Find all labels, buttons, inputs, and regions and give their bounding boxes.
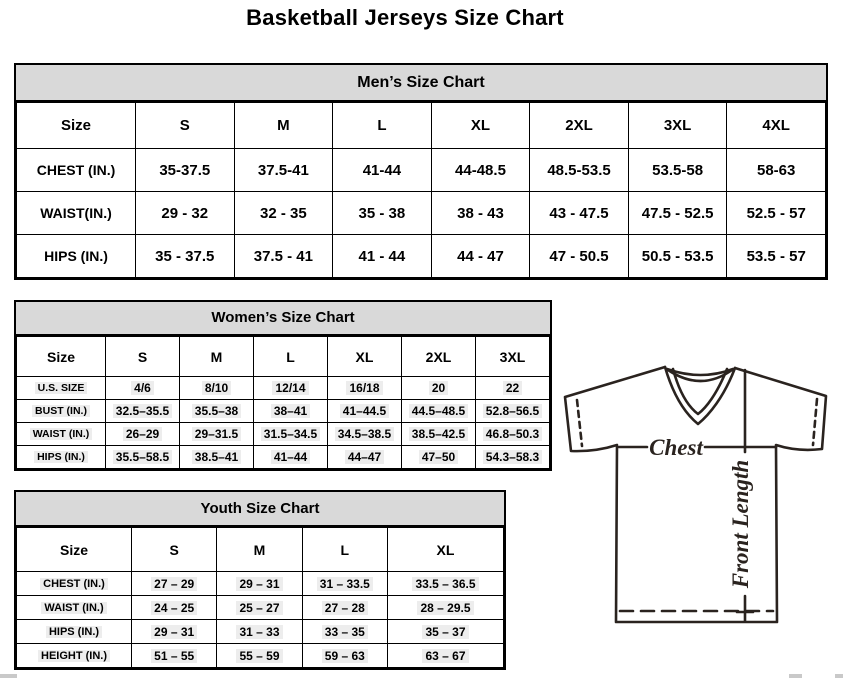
youth-size-chart [14,490,506,670]
size-value: 27 – 29 [132,572,217,596]
size-table [16,527,504,668]
size-value: 50.5 - 53.5 [628,235,727,278]
right-cuff-dashed-line [813,399,817,445]
table-row [17,192,826,235]
jersey-vneck-inner [673,369,727,414]
left-cuff-dashed-line [577,400,582,446]
size-value: 38 - 43 [431,192,530,235]
column-header: XL [328,337,402,377]
size-value: 35 – 37 [388,620,504,644]
size-value: 35.5–58.5 [106,446,180,469]
table-row [17,149,826,192]
size-value: 63 – 67 [388,644,504,668]
size-value: 24 – 25 [132,596,217,620]
size-value: 33 – 35 [302,620,387,644]
size-value: 29 – 31 [132,620,217,644]
column-header: M [234,103,333,149]
size-value: 41 - 44 [333,235,432,278]
jersey-collar-inner-arc [668,370,732,381]
size-value: 38.5–41 [180,446,254,469]
header-row [17,103,826,149]
row-label: CHEST (IN.) [17,149,136,192]
size-value: 43 - 47.5 [530,192,629,235]
size-value: 34.5–38.5 [328,423,402,446]
table-row [17,235,826,278]
column-header: L [333,103,432,149]
size-value: 33.5 – 36.5 [388,572,504,596]
table-title: Youth Size Chart [16,492,504,527]
front-length-line [737,370,753,621]
size-value: 47–50 [402,446,476,469]
scrollbar-fragment-middle[interactable] [789,674,802,678]
table-row [17,644,504,668]
size-value: 22 [476,377,550,400]
size-value: 31 – 33 [217,620,302,644]
size-value: 29 – 31 [217,572,302,596]
corner-header: Size [17,528,132,572]
size-value: 32.5–35.5 [106,400,180,423]
womens-size-chart [14,300,552,471]
table-title: Men’s Size Chart [16,65,826,102]
size-value: 29 - 32 [136,192,235,235]
size-value: 47.5 - 52.5 [628,192,727,235]
size-value: 47 - 50.5 [530,235,629,278]
page-title: Basketball Jerseys Size Chart [246,5,564,30]
size-value: 38–41 [254,400,328,423]
row-label: WAIST (IN.) [17,596,132,620]
row-label: WAIST(IN.) [17,192,136,235]
column-header: M [217,528,302,572]
size-value: 53.5-58 [628,149,727,192]
column-header: XL [431,103,530,149]
row-label: HIPS (IN.) [17,446,106,469]
column-header: S [106,337,180,377]
column-header: 3XL [628,103,727,149]
size-value: 35 - 37.5 [136,235,235,278]
jersey-collar [667,369,733,375]
size-value: 55 – 59 [217,644,302,668]
column-header: L [302,528,387,572]
size-value: 38.5–42.5 [402,423,476,446]
size-value: 44.5–48.5 [402,400,476,423]
column-header: S [136,103,235,149]
size-value: 52.5 - 57 [727,192,826,235]
column-header: 2XL [530,103,629,149]
size-value: 25 – 27 [217,596,302,620]
size-value: 35-37.5 [136,149,235,192]
size-value: 37.5 - 41 [234,235,333,278]
size-value: 35 - 38 [333,192,432,235]
size-value: 44–47 [328,446,402,469]
size-value: 51 – 55 [132,644,217,668]
mens-size-chart [14,63,828,280]
column-header: 4XL [727,103,826,149]
size-value: 28 – 29.5 [388,596,504,620]
table-row [17,572,504,596]
corner-header: Size [17,337,106,377]
scrollbar-fragment-left[interactable] [0,674,17,678]
row-label: CHEST (IN.) [17,572,132,596]
row-label: BUST (IN.) [17,400,106,423]
size-value: 31 – 33.5 [302,572,387,596]
column-header: L [254,337,328,377]
size-table [16,102,826,278]
row-label: HEIGHT (IN.) [17,644,132,668]
table-row [17,377,550,400]
row-label: U.S. SIZE [17,377,106,400]
column-header: S [132,528,217,572]
size-value: 12/14 [254,377,328,400]
header-row [17,528,504,572]
table-row [17,400,550,423]
size-value: 37.5-41 [234,149,333,192]
size-value: 31.5–34.5 [254,423,328,446]
front-length-label: Front Length [728,459,753,589]
table-title: Women’s Size Chart [16,302,550,336]
size-value: 59 – 63 [302,644,387,668]
corner-header: Size [17,103,136,149]
size-value: 58-63 [727,149,826,192]
size-value: 27 – 28 [302,596,387,620]
table-row [17,423,550,446]
jersey-body-outline [565,367,826,622]
table-row [17,446,550,469]
table-row [17,620,504,644]
size-value: 20 [402,377,476,400]
table-row [17,596,504,620]
size-value: 48.5-53.5 [530,149,629,192]
header-row [17,337,550,377]
scrollbar-fragment-right[interactable] [835,674,843,678]
row-label: WAIST (IN.) [17,423,106,446]
size-value: 26–29 [106,423,180,446]
jersey-vneck-outer [665,367,735,424]
column-header: XL [388,528,504,572]
size-value: 35.5–38 [180,400,254,423]
size-value: 29–31.5 [180,423,254,446]
size-value: 4/6 [106,377,180,400]
column-header: 2XL [402,337,476,377]
column-header: 3XL [476,337,550,377]
size-value: 44-48.5 [431,149,530,192]
size-value: 52.8–56.5 [476,400,550,423]
column-header: M [180,337,254,377]
size-table [16,336,550,469]
size-value: 53.5 - 57 [727,235,826,278]
size-value: 44 - 47 [431,235,530,278]
size-value: 8/10 [180,377,254,400]
row-label: HIPS (IN.) [17,620,132,644]
size-value: 16/18 [328,377,402,400]
size-value: 41–44.5 [328,400,402,423]
size-value: 46.8–50.3 [476,423,550,446]
size-value: 41-44 [333,149,432,192]
size-value: 32 - 35 [234,192,333,235]
row-label: HIPS (IN.) [17,235,136,278]
chest-label: Chest [649,435,703,460]
size-value: 54.3–58.3 [476,446,550,469]
size-value: 41–44 [254,446,328,469]
